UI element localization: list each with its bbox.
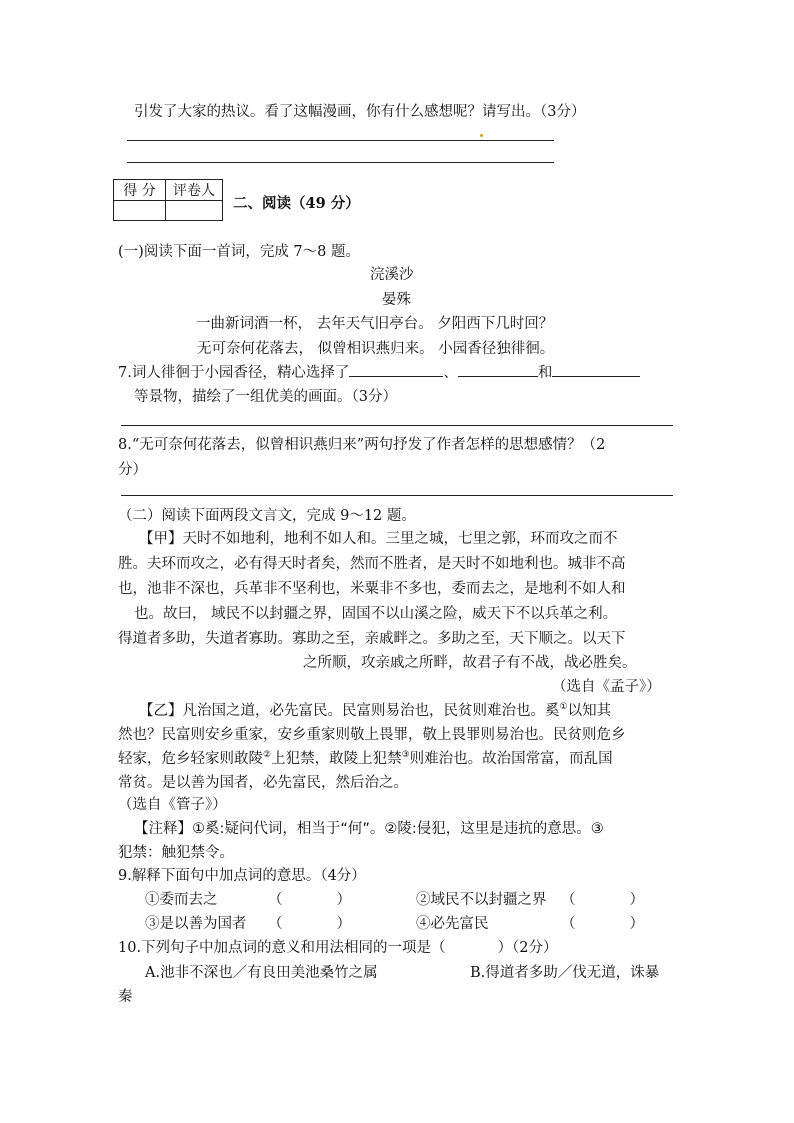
prev-question-line: 引发了大家的热议。看了这幅漫画，你有什么感想呢？请写出。（3分） xyxy=(134,104,586,120)
grader-cell[interactable] xyxy=(166,201,223,221)
poem-line-2: 无可奈何花落去， 似曾相识燕归来。 小园香径独徘徊。 xyxy=(197,341,555,357)
q7-answer-line[interactable] xyxy=(121,425,673,426)
yi-line-4: 常贫。是以善为国者，必先富民，然后治之。 xyxy=(118,775,408,791)
q10-option-b[interactable]: B.得道者多助／伐无道，诛暴 xyxy=(470,965,660,981)
q8-answer-line[interactable] xyxy=(121,495,673,496)
q7-text-a: 7.词人徘徊于小园香径，精心选择了 xyxy=(118,365,350,381)
score-cell[interactable] xyxy=(114,201,166,221)
q10-option-a[interactable]: A.池非不深也／有良田美池桑竹之属 xyxy=(145,965,378,981)
q9-paren-2[interactable]: （ ） xyxy=(561,892,644,908)
q9-paren-4[interactable]: （ ） xyxy=(561,916,644,932)
jia-line-6: 之所顺，攻亲戚之所畔，故君子有不战，战必胜矣。 xyxy=(303,655,637,671)
score-box xyxy=(113,179,223,221)
poem-line-1: 一曲新词酒一杯， 去年天气旧亭台。 夕阳西下几时回？ xyxy=(196,316,554,332)
part2-intro: （二）阅读下面两段文言文，完成 9～12 题。 xyxy=(118,508,416,524)
poem-title: 浣溪沙 xyxy=(370,267,414,283)
notes-line-2: 犯禁：触犯禁令。 xyxy=(118,845,234,861)
section-title: 二、阅读（49 分） xyxy=(233,195,360,212)
notes-line-1: 【注释】①奚:疑问代词，相当于“何”。②陵:侵犯，这里是违抗的意思。③ xyxy=(134,821,604,837)
yi-line-2: 然也？民富则安乡重家，安乡重家则敬上畏罪，敬上畏罪则易治也。民贫则危乡 xyxy=(118,727,626,743)
q10-option-b-cont: 秦 xyxy=(118,989,133,1005)
q9-item-3: ③是以善为国者 xyxy=(145,916,247,932)
part1-intro: (一)阅读下面一首词，完成 7～8 题。 xyxy=(118,244,360,260)
question-10-title: 10.下列句子中加点词的意义和用法相同的一项是（ ）（2分） xyxy=(118,940,558,956)
question-7-line-1 xyxy=(118,361,640,382)
note-mark-3: ③ xyxy=(401,750,410,761)
jia-line-3: 也，池非不深也，兵革非不坚利也，米粟非不多也，委而去之，是地利不如人和 xyxy=(118,581,626,597)
yi-line-1: 【乙】凡治国之道，必先富民。民富则易治也，民贫则难治也。奚①以知其 xyxy=(139,702,612,719)
jia-line-1: 【甲】天时不如地利，地利不如人和。三里之城，七里之郭，环而攻之而不 xyxy=(139,531,618,547)
q9-item-2: ②域民不以封疆之界 xyxy=(416,892,547,908)
yi-source: （选自《管子》） xyxy=(118,797,227,813)
answer-line-2[interactable] xyxy=(127,162,554,163)
q9-item-4: ④必先富民 xyxy=(416,916,489,932)
q7-blank-1[interactable] xyxy=(349,361,443,377)
question-8-line-1: 8.“无可奈何花落去，似曾相识燕归来”两句抒发了作者怎样的思想感情？（2 xyxy=(118,437,606,453)
stray-mark xyxy=(480,134,483,137)
question-7-line-2: 等景物，描绘了一组优美的画面。（3分） xyxy=(134,389,397,405)
q9-paren-1[interactable]: （ ） xyxy=(268,892,351,908)
grader-label: 评卷人 xyxy=(166,180,223,201)
note-mark-2: ② xyxy=(263,750,272,761)
q7-sep1: 、 xyxy=(443,365,458,381)
q9-paren-3[interactable]: （ ） xyxy=(268,916,351,932)
answer-line-1[interactable] xyxy=(127,140,554,141)
yi-line-3: 轻家，危乡轻家则敢陵②上犯禁，敢陵上犯禁③则难治也。故治国常富，而乱国 xyxy=(118,750,613,767)
q7-sep2: 和 xyxy=(537,365,553,381)
score-label: 得 分 xyxy=(114,180,166,201)
jia-line-4: 也。故曰， 域民不以封疆之界，固国不以山溪之险，威天下不以兵革之利。 xyxy=(134,606,618,622)
jia-source: （选自《孟子》） xyxy=(552,679,661,695)
note-mark-1: ① xyxy=(559,702,568,713)
poem-author: 晏殊 xyxy=(382,292,411,308)
q9-item-1: ①委而去之 xyxy=(145,892,218,908)
q7-blank-2[interactable] xyxy=(458,361,538,377)
question-8-line-2: 分） xyxy=(118,462,147,478)
question-9-title: 9.解释下面句中加点词的意思。（4分） xyxy=(118,868,366,884)
jia-line-5: 得道者多助，失道者寡助。寡助之至，亲戚畔之。多助之至，天下顺之。以天下 xyxy=(118,631,626,647)
q7-blank-3[interactable] xyxy=(552,361,640,377)
jia-line-2: 胜。夫环而攻之，必有得天时者矣，然而不胜者，是天时不如地利也。城非不高 xyxy=(118,556,626,572)
